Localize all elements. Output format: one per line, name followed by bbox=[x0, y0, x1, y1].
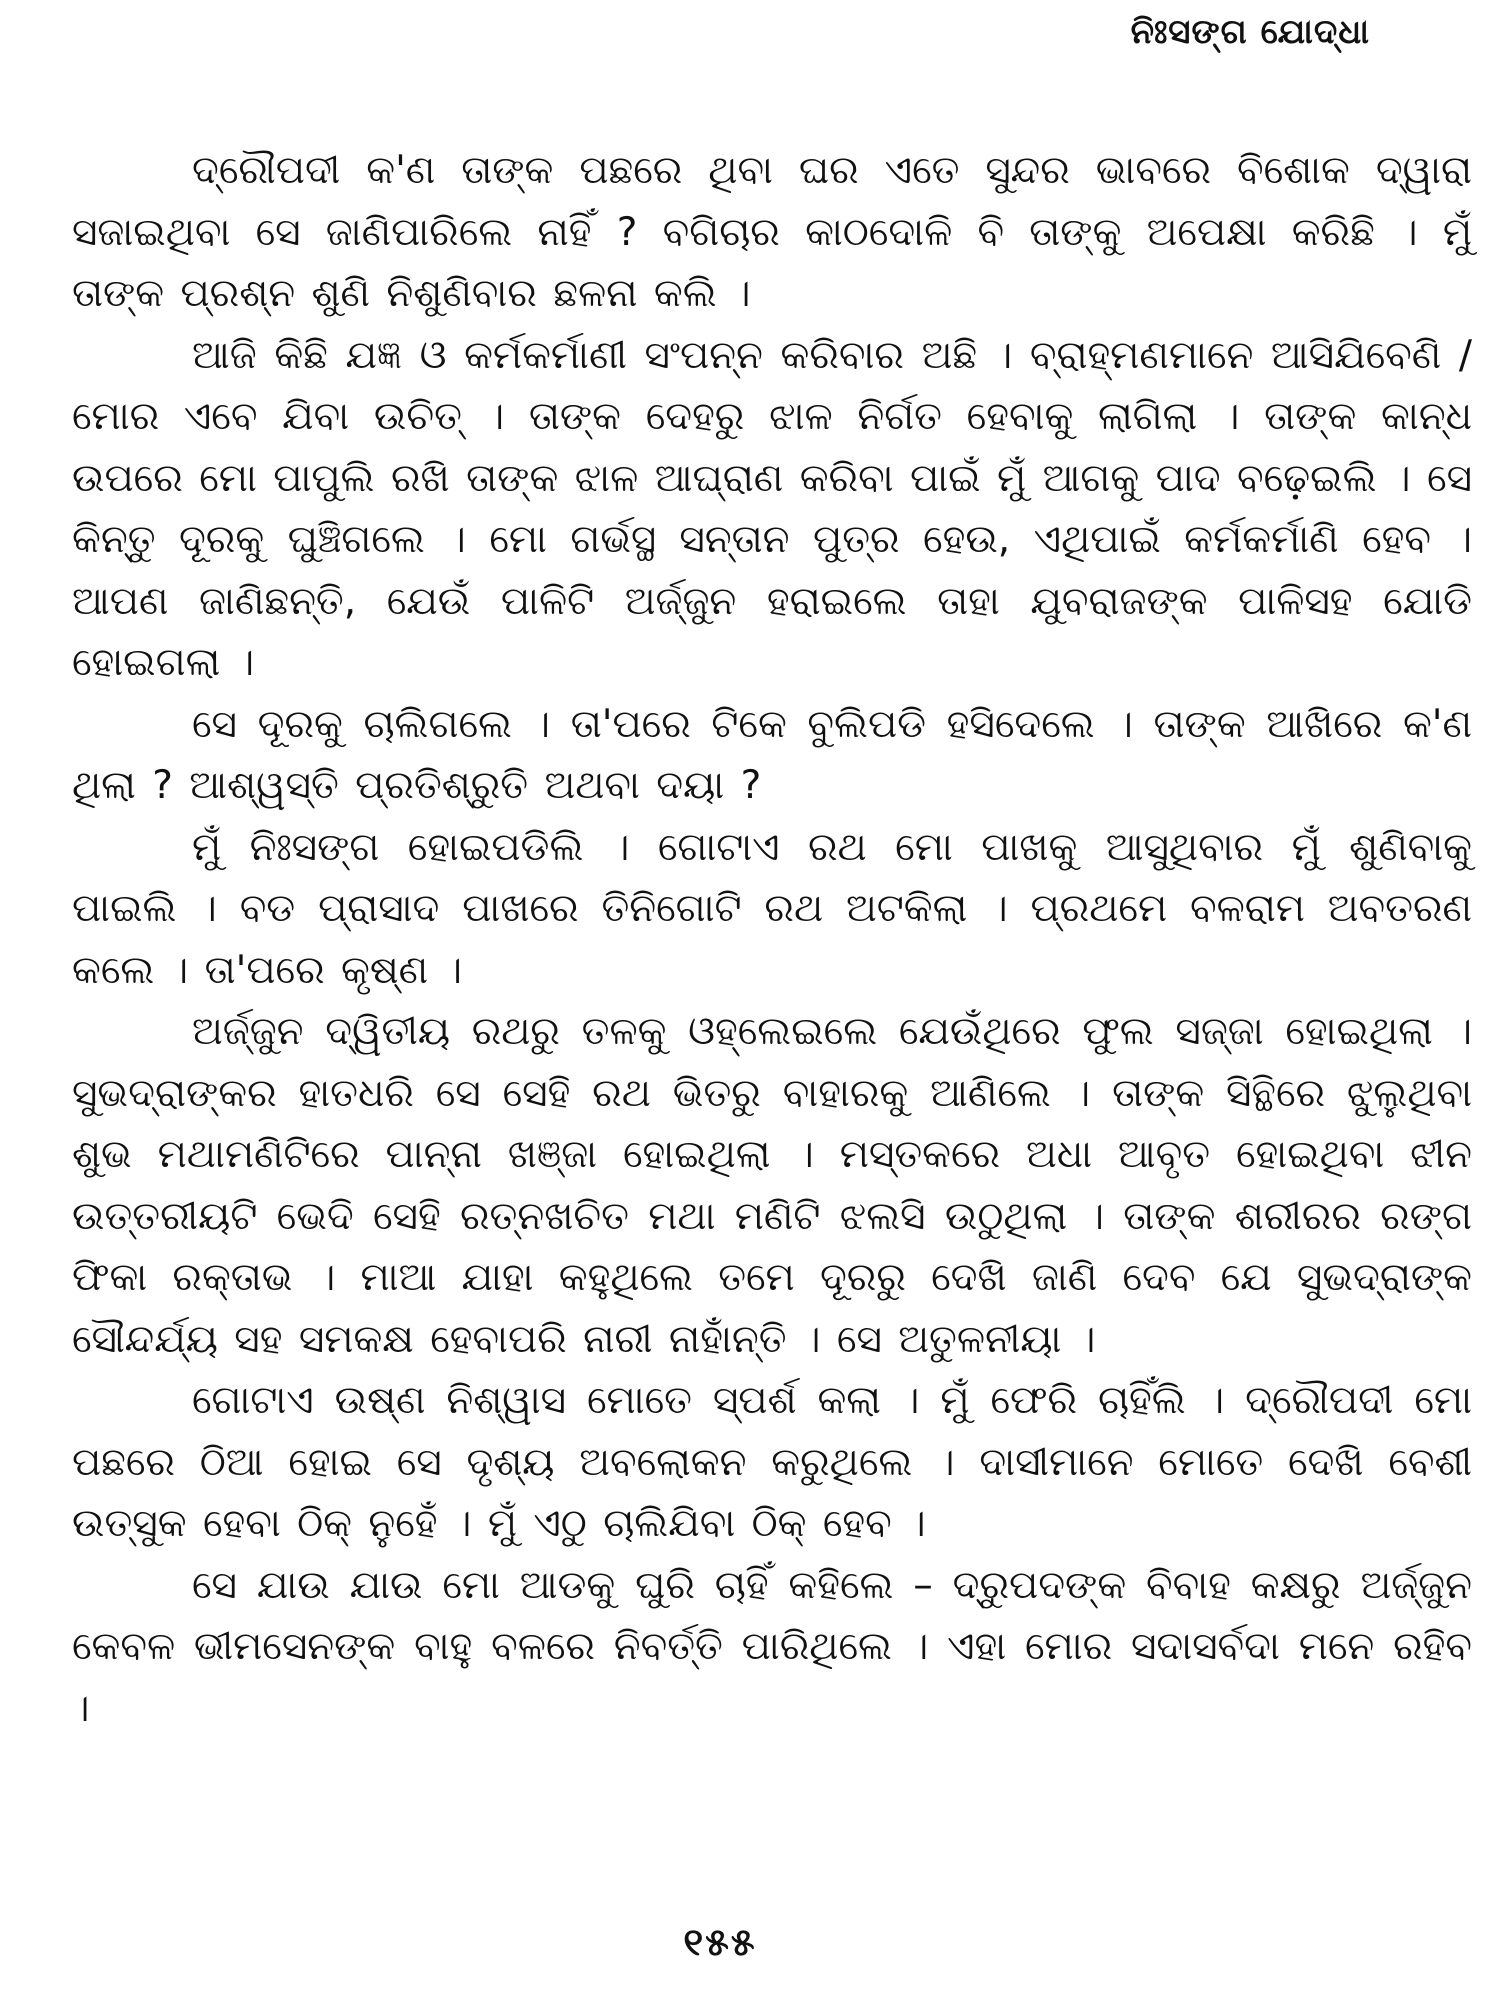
paragraph: ଆଜି କିଛି ଯଜ୍ଞ ଓ କର୍ମକର୍ମାଣୀ ସଂପନ୍ନ କରିବାର ଅଛି । ବ୍ରାହ୍ମଣମାନେ ଆସିଯିବେଣି / ମୋର ଏବେ ଯିବା ଉଚିତ୍ । ତାଙ୍କ ଦେହରୁ ଝାଳ ନିର୍ଗତ ହେବାକୁ ଲାଗିଲା । ତାଙ୍କ କାନ୍ଧ ଉପରେ ମୋ ପାପୁଲି ରଖି ତାଙ୍କ ଝାଳ ଆଘ୍ରାଣ କରିବା ପାଇଁ ମୁଁ ଆଗକୁ ପାଦ ବଢ଼େଇଲି । ସେ କିନ୍ତୁ ଦୂରକୁ ଘୁଞ୍ଚିଗଲେ । ମୋ ଗର୍ଭସ୍ଥ ସନ୍ତାନ ପୁତ୍ର ହେଉ, ଏଥିପାଇଁ କର୍ମକର୍ମାଣି ହେବ । ଆପଣ ଜାଣିଛନ୍ତି, ଯେଉଁ ପାଳିଟି ଅର୍ଜ୍ଜୁନ ହରାଇଲେ ତାହା ଯୁବରାଜଙ୍କ ପାଳିସହ ଯୋଡି ହୋଇଗଲା । bbox=[72, 332, 1472, 685]
body-text bbox=[72, 140, 1472, 1739]
paragraph: ସେ ଯାଉ ଯାଉ ମୋ ଆଡକୁ ଘୁରି ଚାହିଁ କହିଲେ – ଦ୍ରୁପଦଙ୍କ ବିବାହ କକ୍ଷରୁ ଅର୍ଜ୍ଜୁନ କେବଳ ଭୀମସେନଙ୍କ ବାହୁ ବଳରେ ନିବର୍ତ୍ତି ପାରିଥିଲେ । ଏହା ମୋର ସଦାସର୍ବଦା ମନେ ରହିବ । bbox=[72, 1562, 1472, 1731]
paragraph: ମୁଁ ନିଃସଙ୍ଗ ହୋଇପଡିଲି । ଗୋଟାଏ ରଥ ମୋ ପାଖକୁ ଆସୁଥିବାର ମୁଁ ଶୁଣିବାକୁ ପାଇଲି । ବଡ ପ୍ରାସାଦ ପାଖରେ ତିନିଗୋଟି ରଥ ଅଟକିଲା । ପ୍ରଥମେ ବଳରାମ ଅବତରଣ କଲେ । ତା'ପରେ କୃଷ୍ଣ । bbox=[72, 824, 1472, 993]
paragraph: ଦ୍ରୌପଦୀ କ'ଣ ତାଙ୍କ ପଛରେ ଥିବା ଘର ଏତେ ସୁନ୍ଦର ଭାବରେ ବିଶୋକ ଦ୍ୱାରା ସଜାଇଥିବା ସେ ଜାଣିପାରିଲେ ନାହିଁ ? ବଗିଚାର କାଠଦୋଳି ବି ତାଙ୍କୁ ଅପେକ୍ଷା କରିଛି । ମୁଁ ତାଙ୍କ ପ୍ରଶ୍ନ ଶୁଣି ନିଶୁଣିବାର ଛଳନା କଲି । bbox=[72, 148, 1472, 316]
running-header-title: ନିଃସଙ୍ଗ ଯୋଦ୍ଧା bbox=[1130, 12, 1370, 52]
paragraph: ଅର୍ଜ୍ଜୁନ ଦ୍ୱିତୀୟ ରଥରୁ ତଳକୁ ଓହ୍ଲେଇଲେ ଯେଉଁଥିରେ ଫୁଲ ସଜ୍ଜା ହୋଇଥିଲା । ସୁଭଦ୍ରାଙ୍କର ହାତଧରି ସେ ସେହି ରଥ ଭିତରୁ ବାହାରକୁ ଆଣିଲେ । ତାଙ୍କ ସିନ୍ଥିରେ ଝୁଲୁଥିବା ଶୁଭ ମଥାମଣିଟିରେ ପାନ୍ନା ଖଞ୍ଜା ହୋଇଥିଲା । ମସ୍ତକରେ ଅଧା ଆବୃତ ହୋଇଥିବା ଝୀନ ଉତ୍ତରୀୟଟି ଭେଦି ସେହି ରତ୍ନଖଚିତ ମଥା ମଣିଟି ଝଲସି ଉଠୁଥିଲା । ତାଙ୍କ ଶରୀରର ରଙ୍ଗ ଫିକା ରକ୍ତାଭ । ମାଆ ଯାହା କହୁଥିଲେ ତମେ ଦୂରରୁ ଦେଖି ଜାଣି ଦେବ ଯେ ସୁଭଦ୍ରାଙ୍କ ସୌନ୍ଦର୍ଯ୍ୟ ସହ ସମକକ୍ଷ ହେବାପରି ନାରୀ ନାହାଁନ୍ତି । ସେ ଅତୁଳନୀୟା । bbox=[72, 1009, 1472, 1362]
paragraph: ସେ ଦୂରକୁ ଚାଲିଗଲେ । ତା'ପରେ ଟିକେ ବୁଲିପଡି ହସିଦେଲେ । ତାଙ୍କ ଆଖିରେ କ'ଣ ଥିଲା ? ଆଶ୍ୱସ୍ତି ପ୍ରତିଶ୍ରୁତି ଅଥବା ଦୟା ? bbox=[72, 701, 1472, 808]
page-number: ୧୫୫ bbox=[683, 1920, 757, 1964]
paragraph: ଗୋଟାଏ ଉଷ୍ଣ ନିଶ୍ୱାସ ମୋତେ ସ୍ପର୍ଶ କଲା । ମୁଁ ଫେରି ଚାହିଁଲି । ଦ୍ରୌପଦୀ ମୋ ପଛରେ ଠିଆ ହୋଇ ସେ ଦୃଶ୍ୟ ଅବଲୋକନ କରୁଥିଲେ । ଦାସୀମାନେ ମୋତେ ଦେଖି ବେଶୀ ଉତ୍ସୁକ ହେବା ଠିକ୍ ନୁହେଁ । ମୁଁ ଏଠୁ ଚାଲିଯିବା ଠିକ୍ ହେବ । bbox=[72, 1378, 1472, 1546]
